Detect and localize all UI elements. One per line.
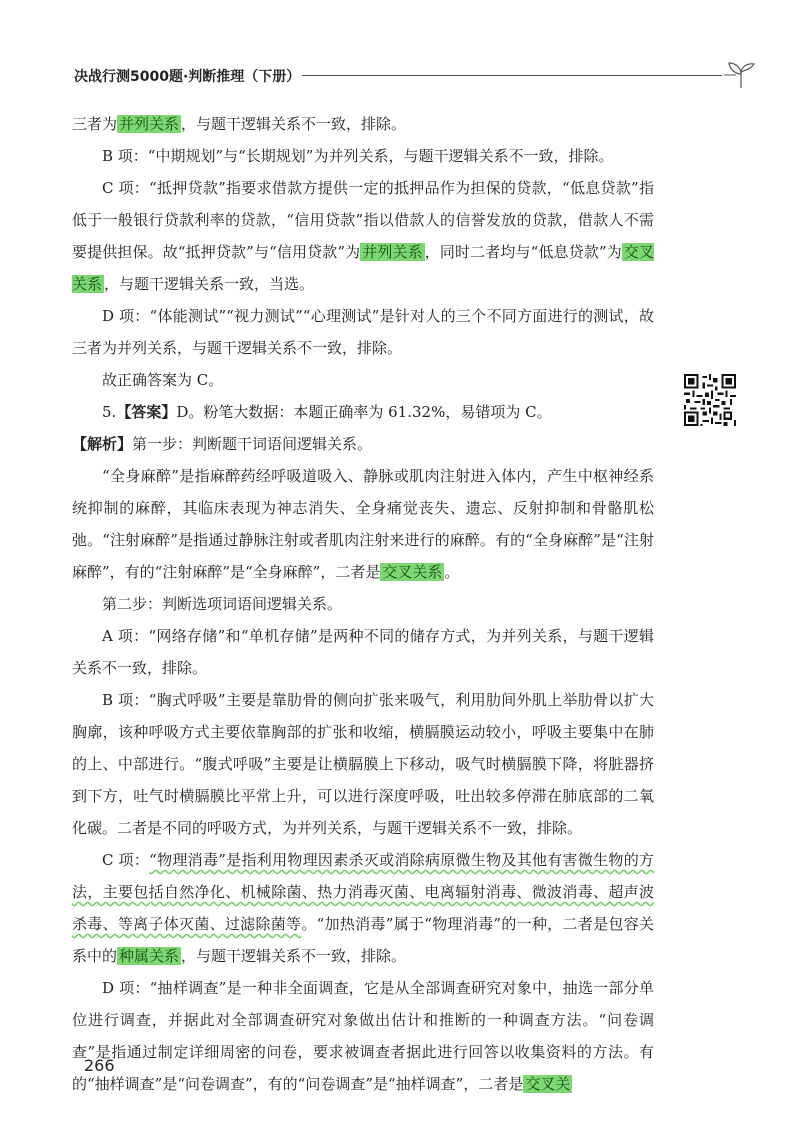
qr-code-icon[interactable] [684,374,736,426]
option-b-analysis: B 项：“中期规划”与“长期规划”为并列关系，与题干逻辑关系不一致，排除。 [102,147,614,165]
option-c-analysis: C 项：“抵押贷款”指要求借款方提供一定的抵押品作为担保的贷款，“低息贷款”指低于一般银行贷款利率的贷款，“信用贷款”指以借款人的信誉发放的贷款，借款人不需要提供担保。故“抵押贷款”与“信用贷款”为 并列关系 ，同时二者均与“低息贷款”为 交叉关系 ，与题干逻辑关系一致，当选。 [72,179,654,293]
stem-analysis: “全身麻醉”是指麻醉药经呼吸道吸入、静脉或肌肉注射进入体内，产生中枢神经系统抑制的麻醉，其临床表现为神志消失、全身痛觉丧失、遗忘、反射抑制和骨骼肌松弛。“注射麻醉”是指通过静脉注射或者肌肉注射来进行的麻醉。有的“全身麻醉”是“注射麻醉”，有的“注射麻醉”是“全身麻醉”，二者是 交叉关系 。 [72,467,654,581]
highlight-parallel: 并列关系 [119,115,180,133]
page-number: 266 [84,1056,115,1075]
analysis-step-1: 【解析】第一步：判断题干词语间逻辑关系。 [72,435,373,453]
option-d-analysis: D 项：“抽样调查”是一种非全面调查，它是从全部调查研究对象中，抽选一部分单位进行调查，并据此对全部调查研究对象做出估计和推断的一种调查方法。“问卷调查”是指通过制定详细周密的问卷，要求被调查者据此进行回答以收集资料的方法。有的“抽样调查”是“问卷调查”，有的“问卷调查”是“抽样调查”，二者是 交叉关 [72,979,654,1093]
option-c-analysis: C 项：“物理消毒”是指利用物理因素杀灭或消除病原微生物及其他有害微生物的方法，主要包括自然净化、机械除菌、热力消毒灭菌、电离辐射消毒、微波消毒、超声波杀毒、等离子体灭菌、过滤除菌等。“加热消毒”属于“物理消毒”的一种，二者是包容关系中的 种属关系 ，与题干逻辑关系不一致，排除。 [72,851,655,965]
paragraph: 三者为 并列关系 ，与题干逻辑关系不一致，排除。 [72,115,407,133]
running-header [74,60,754,90]
highlight-cross: 交叉关 [525,1075,571,1093]
header-rule [302,75,722,76]
option-b-analysis: B 项：“胸式呼吸”主要是靠肋骨的侧向扩张来吸气，利用肋间外肌上举肋骨以扩大胸廓，该种呼吸方式主要依靠胸部的扩张和收缩，横膈膜运动较小，呼吸主要集中在肺的上、中部进行。“腹式呼吸”主要是让横膈膜上下移动，吸气时横膈膜下降，将脏器挤到下方，吐气时横膈膜比平常上升，可以进行深度呼吸，吐出较多停滞在肺底部的二氧化碳。二者是不同的呼吸方式，为并列关系，与题干逻辑关系不一致，排除。 [72,691,654,837]
analysis-step-2: 第二步：判断选项词语间逻辑关系。 [102,595,343,613]
highlight-parallel: 并列关系 [362,243,423,261]
explanation-body [72,108,654,1100]
option-a-analysis: A 项：“网络存储”和“单机存储”是两种不同的储存方式，为并列关系，与题干逻辑关系不一致，排除。 [72,627,654,677]
highlight-genus-species: 种属关系 [119,947,180,965]
option-d-analysis: D 项：“体能测试”“视力测试”“心理测试”是针对人的三个不同方面进行的测试，故三者为并列关系，与题干逻辑关系不一致，排除。 [72,307,654,357]
leaf-sprout-icon [724,60,758,90]
book-title: 决战行测5000题·判断推理（下册） [74,69,301,85]
wavy-underline-definition: “物理消毒”是指利用物理因素杀灭或消除病原微生物及其他有害微生物的方法，主要包括自然净化、机械除菌、热力消毒灭菌、电离辐射消毒、微波消毒、超声波杀毒、等离子体灭菌、过滤除菌等 [72,851,655,933]
highlight-cross: 交叉关系 [382,563,443,581]
answer-line: 5.【答案】D。粉笔大数据：本题正确率为 61.32%，易错项为 C。 [102,403,552,421]
highlight-cross: 交叉关系 [72,243,654,293]
correct-answer: 故正确答案为 C。 [102,371,224,389]
